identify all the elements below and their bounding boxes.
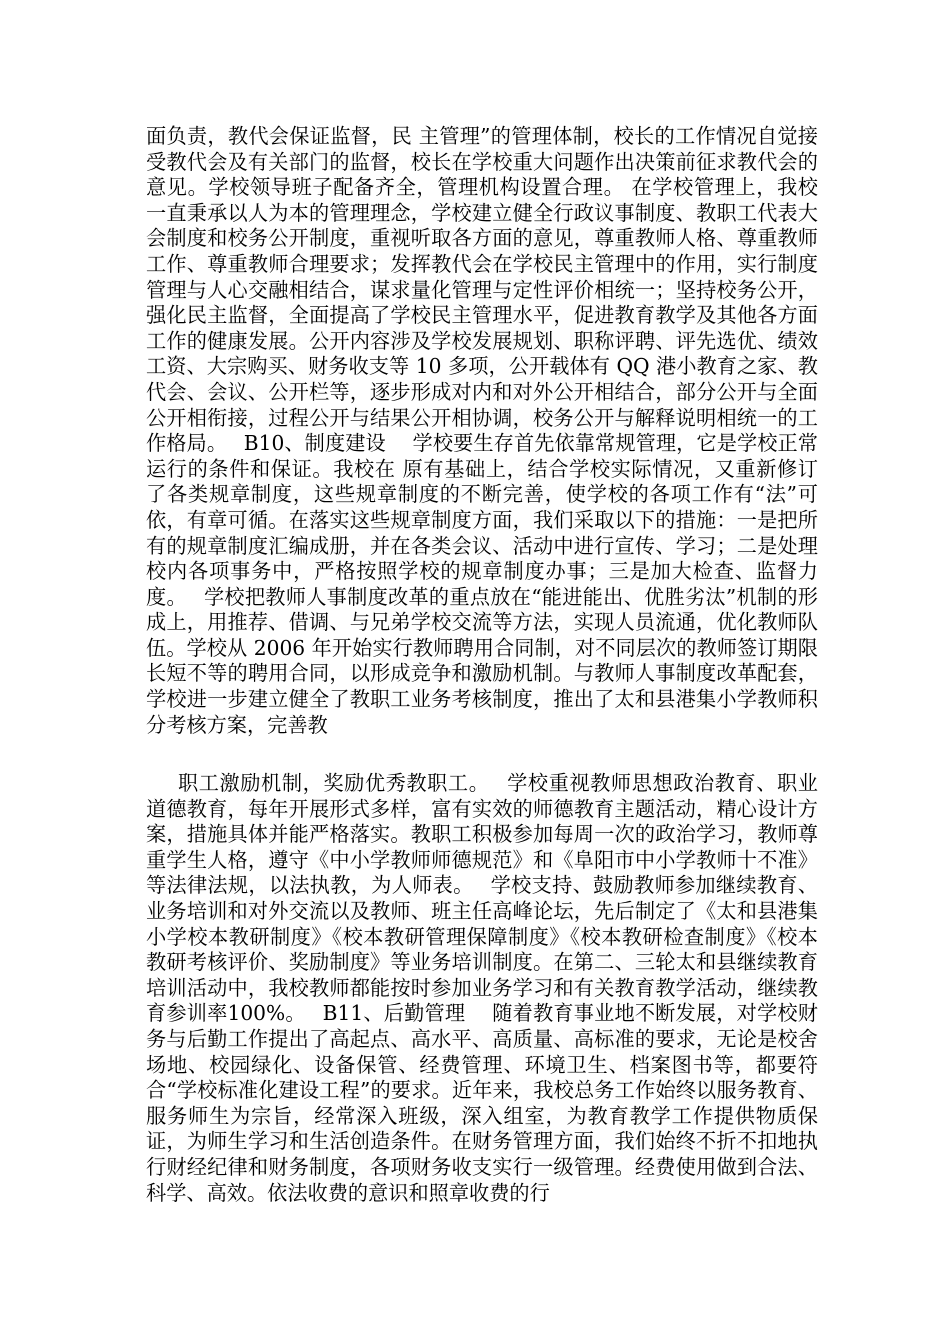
body-paragraph-2: 职工激励机制，奖励优秀教职工。 学校重视教师思想政治教育、职业道德教育，每年开展形式多样，富有实效的师德教育主题活动，精心设计方案，措施具体并能严格落实。教职工积极参加每周一次的政治学习，教师尊重学生人格，遵守《中小学教师师德规范》和《阜阳市中小学教师十不准》等法律法规，以法执教，为人师表。 学校支持、鼓励教师参加继续教育、业务培训和对外交流以及教师、班主任高峰论坛，先后制定了《太和县港集小学校本教研制度》《校本教研管理保障制度》《校本教研检查制度》《校本教研考核评价、奖励制度》等业务培训制度。在第二、三轮太和县继续教育培训活动中，我校教师都能按时参加业务学习和有关教育教学活动，继续教育参训率100%。 B11、后勤管理 随着教育事业地不断发展，对学校财务与后勤工作提出了高起点、高水平、高质量、高标准的要求，无论是校舍场地、校园绿化、设备保管、经费管理、环境卫生、档案图书等，都要符合“学校标准化建设工程”的要求。近年来，我校总务工作始终以服务教育、服务师生为宗旨，经常深入班级，深入组室，为教育教学工作提供物质保证，为师生学习和生活创造条件。在财务管理方面，我们始终不折不扣地执行财经纪律和财务制度，各项财务收支实行一级管理。经费使用做到合法、科学、高效。依法收费的意识和照章收费的行 [146,771,818,1205]
body-paragraph-1: 面负责，教代会保证监督，民 主管理”的管理体制，校长的工作情况自觉接受教代会及有关部门的监督，校长在学校重大问题作出决策前征求教代会的意见。学校领导班子配备齐全，管理机构设置合理。 在学校管理上，我校一直秉承以人为本的管理理念，学校建立健全行政议事制度、教职工代表大会制度和校务公开制度，重视听取各方面的意见，尊重教师人格、尊重教师工作、尊重教师合理要求；发挥教代会在学校民主管理中的作用，实行制度管理与人心交融相结合，谋求量化管理与定性评价相统一；坚持校务公开，强化民主监督，全面提高了学校民主管理水平，促进教育教学及其他各方面工作的健康发展。公开内容涉及学校发展规划、职称评聘、评先选优、绩效工资、大宗购买、财务收支等 10 多项，公开载体有 QQ 港小教育之家、教代会、会议、公开栏等，逐步形成对内和对外公开相结合，部分公开与全面公开相衔接，过程公开与结果公开相协调，校务公开与解释说明相统一的工作格局。 B10、制度建设 学校要生存首先依靠常规管理，它是学校正常运行的条件和保证。我校在 原有基础上，结合学校实际情况，又重新修订了各类规章制度，这些规章制度的不断完善，使学校的各项工作有“法”可依，有章可循。在落实这些规章制度方面，我们采取以下的措施：一是把所有的规章制度汇编成册，并在各类会议、活动中进行宣传、学习；二是处理校内各项事务中，严格按照学校的规章制度办事；三是加大检查、监督力度。 学校把教师人事制度改革的重点放在“能进能出、优胜劣汰”机制的形成上，用推荐、借调、与兄弟学校交流等方法，实现人员流通，优化教师队伍。学校从 2006 年开始实行教师聘用合同制，对不同层次的教师签订期限长短不等的聘用合同，以形成竞争和激励机制。与教师人事制度改革配套，学校进一步建立健全了教职工业务考核制度，推出了太和县港集小学教师积分考核方案，完善教 [146,124,818,737]
